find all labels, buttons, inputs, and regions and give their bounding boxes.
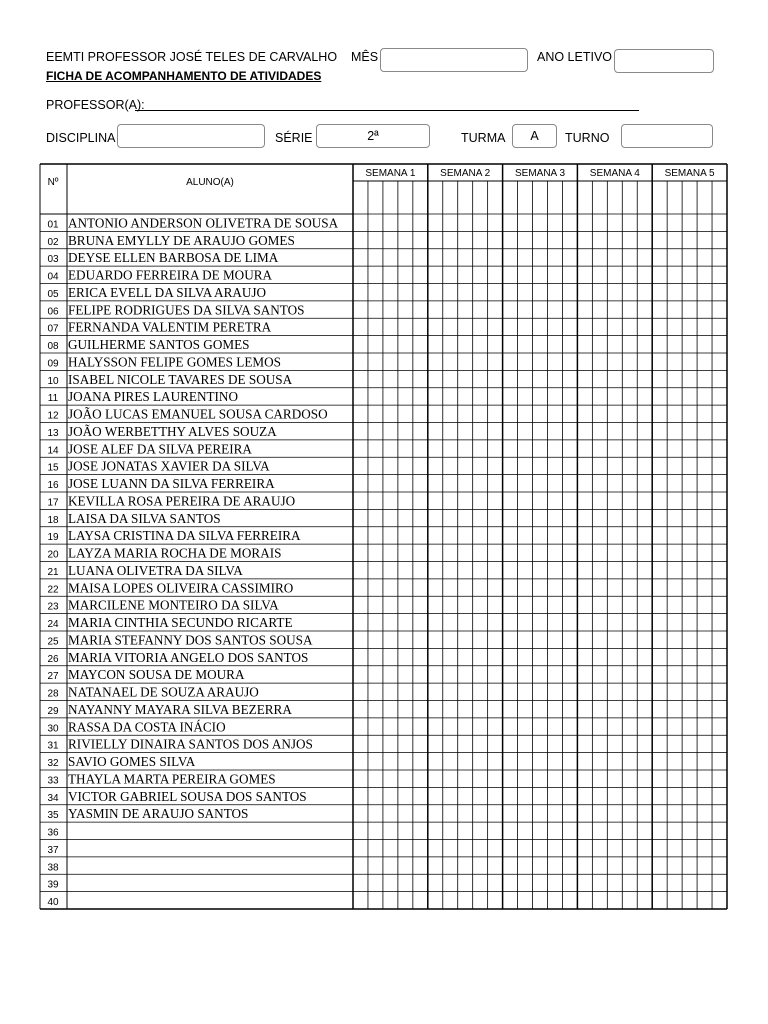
disciplina-label: DISCIPLINA <box>46 131 116 145</box>
mes-label: MÊS <box>351 50 379 64</box>
form-subtitle: FICHA DE ACOMPANHAMENTO DE ATIVIDADES <box>46 69 322 83</box>
student-name: MARIA VITORIA ANGELO DOS SANTOS <box>68 649 309 665</box>
turno-label: TURNO <box>565 131 610 145</box>
student-name: SAVIO GOMES SILVA <box>68 754 196 769</box>
serie-label: SÉRIE <box>275 131 313 145</box>
student-name: LAISA DA SILVA SANTOS <box>68 510 221 526</box>
student-name: HALYSSON FELIPE GOMES LEMOS <box>68 354 281 370</box>
student-name: LUANA OLIVETRA DA SILVA <box>68 562 243 578</box>
week-header-4: SEMANA 4 <box>589 168 640 179</box>
row-number: 30 <box>47 723 59 735</box>
row-number: 01 <box>47 219 59 231</box>
row-number: 40 <box>47 897 59 908</box>
row-number: 22 <box>47 584 59 596</box>
row-number: 27 <box>47 671 59 683</box>
row-number: 26 <box>47 653 59 665</box>
row-number: 28 <box>47 688 59 700</box>
row-number: 39 <box>47 879 59 891</box>
row-number: 31 <box>47 740 59 752</box>
column-header-aluno: ALUNO(A) <box>186 177 234 188</box>
student-name: MAYCON SOUSA DE MOURA <box>68 667 245 683</box>
student-name: ERICA EVELL DA SILVA ARAUJO <box>68 284 267 300</box>
student-name: JOSE ALEF DA SILVA PEREIRA <box>68 441 252 457</box>
school-name: EEMTI PROFESSOR JOSÉ TELES DE CARVALHO <box>46 50 338 64</box>
student-name: KEVILLA ROSA PEREIRA DE ARAUJO <box>68 493 296 509</box>
student-name: ANTONIO ANDERSON OLIVETRA DE SOUSA <box>68 215 339 231</box>
row-number: 24 <box>47 619 59 630</box>
student-name: EDUARDO FERREIRA DE MOURA <box>68 267 273 283</box>
student-name: JOSE LUANN DA SILVA FERREIRA <box>68 476 275 491</box>
row-number: 02 <box>47 236 59 248</box>
student-name: NAYANNY MAYARA SILVA BEZERRA <box>68 701 292 717</box>
student-name: MAISA LOPES OLIVEIRA CASSIMIRO <box>68 580 294 596</box>
week-header-3: SEMANA 3 <box>514 168 566 179</box>
student-name: MARCILENE MONTEIRO DA SILVA <box>68 597 279 613</box>
student-name: VICTOR GABRIEL SOUSA DOS SANTOS <box>68 788 307 804</box>
week-header-1: SEMANA 1 <box>365 168 416 179</box>
student-name: RASSA DA COSTA INÁCIO <box>68 719 226 735</box>
student-name: JOSE JONATAS XAVIER DA SILVA <box>68 458 270 474</box>
row-number: 34 <box>47 792 59 804</box>
row-number: 14 <box>47 445 59 457</box>
row-number: 12 <box>47 410 59 422</box>
student-name: FERNANDA VALENTIM PERETRA <box>68 319 272 335</box>
week-header-5: SEMANA 5 <box>664 168 715 179</box>
row-number: 21 <box>47 566 59 578</box>
row-number: 03 <box>47 254 59 266</box>
student-name: ISABEL NICOLE TAVARES DE SOUSA <box>68 371 293 387</box>
professor-label: PROFESSOR(A): <box>46 98 145 112</box>
column-header-number: Nº <box>47 177 59 188</box>
row-number: 38 <box>47 862 59 874</box>
row-number: 05 <box>47 288 59 300</box>
row-number: 37 <box>47 844 59 856</box>
row-number: 08 <box>47 341 59 352</box>
student-name: YASMIN DE ARAUJO SANTOS <box>68 806 249 822</box>
row-number: 35 <box>47 810 59 822</box>
student-name: LAYSA CRISTINA DA SILVA FERREIRA <box>68 528 301 544</box>
row-number: 29 <box>47 705 59 717</box>
row-number: 33 <box>47 775 59 787</box>
student-name: NATANAEL DE SOUZA ARAUJO <box>68 684 259 700</box>
row-number: 19 <box>47 532 59 544</box>
row-number: 32 <box>47 758 59 769</box>
row-number: 10 <box>47 375 59 387</box>
turma-label: TURMA <box>461 131 506 145</box>
student-name: JOÃO WERBETTHY ALVES SOUZA <box>68 423 277 439</box>
student-name: JOANA PIRES LAURENTINO <box>68 389 238 405</box>
week-header-2: SEMANA 2 <box>440 168 491 179</box>
student-name: GUILHERME SANTOS GOMES <box>68 337 250 352</box>
student-name: BRUNA EMYLLY DE ARAUJO GOMES <box>68 232 295 248</box>
row-number: 07 <box>47 323 59 335</box>
row-number: 23 <box>47 601 59 613</box>
serie-field[interactable]: 2ª <box>316 124 430 148</box>
row-number: 06 <box>47 306 59 318</box>
turma-field[interactable]: A <box>512 124 557 148</box>
row-number: 18 <box>47 514 59 526</box>
student-name: THAYLA MARTA PEREIRA GOMES <box>68 771 276 787</box>
student-name: LAYZA MARIA ROCHA DE MORAIS <box>68 545 282 561</box>
row-number: 25 <box>47 636 59 648</box>
row-number: 15 <box>47 462 59 474</box>
student-name: MARIA STEFANNY DOS SANTOS SOUSA <box>68 632 313 648</box>
student-name: RIVIELLY DINAIRA SANTOS DOS ANJOS <box>68 736 313 752</box>
row-number: 17 <box>47 497 59 509</box>
row-number: 13 <box>47 427 59 439</box>
row-number: 11 <box>47 393 59 405</box>
student-name: MARIA CINTHIA SECUNDO RICARTE <box>68 615 293 630</box>
ano-letivo-label: ANO LETIVO <box>537 50 613 64</box>
row-number: 16 <box>47 480 59 491</box>
row-number: 09 <box>47 358 59 370</box>
student-name: DEYSE ELLEN BARBOSA DE LIMA <box>68 250 279 266</box>
row-number: 20 <box>47 549 59 561</box>
student-name: FELIPE RODRIGUES DA SILVA SANTOS <box>68 302 305 318</box>
student-name: JOÃO LUCAS EMANUEL SOUSA CARDOSO <box>68 406 328 422</box>
row-number: 04 <box>47 271 59 283</box>
row-number: 36 <box>47 827 59 839</box>
